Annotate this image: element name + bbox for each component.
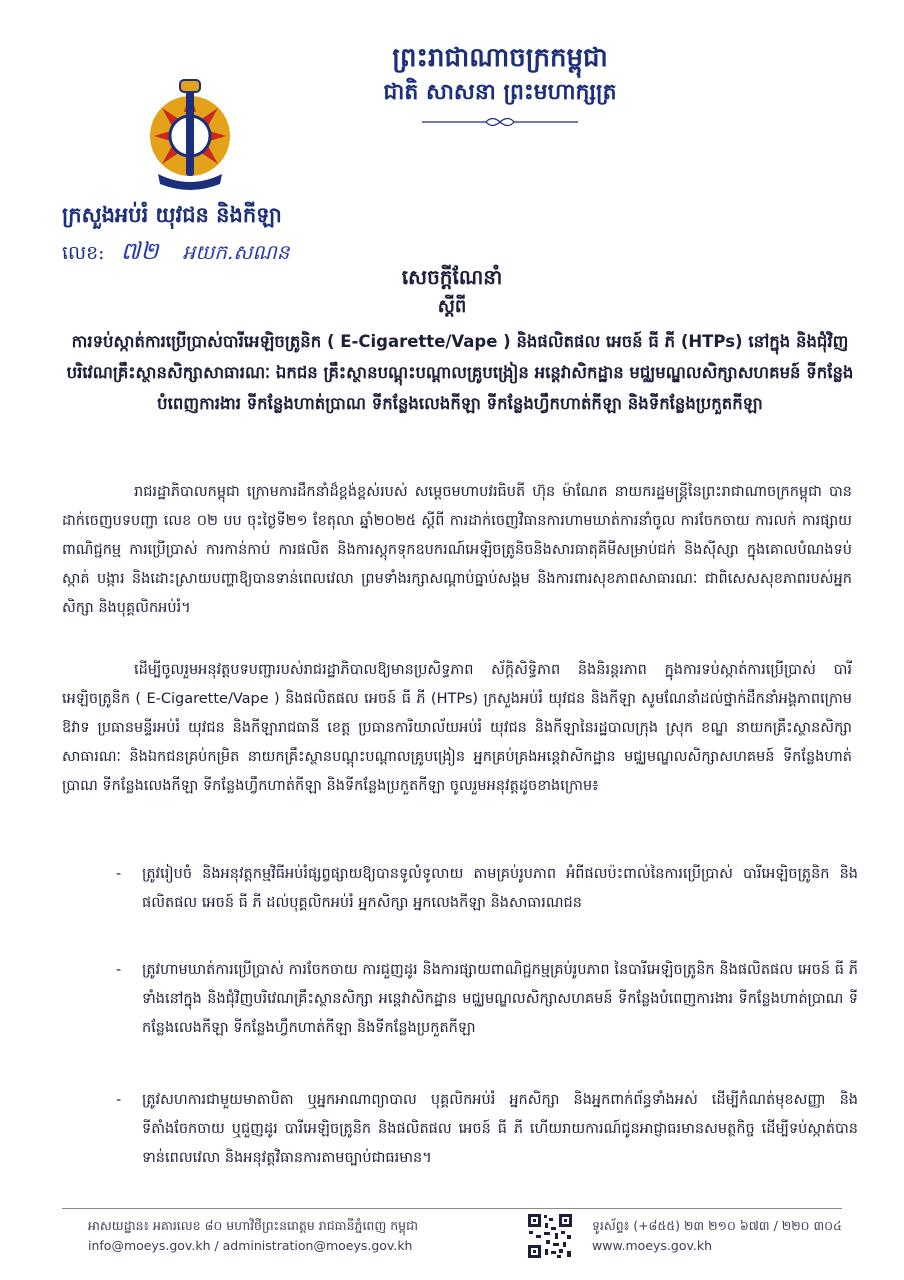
list-item-text: ត្រូវសហការជាមួយមាតាបិតា ឬអ្នកអាណាព្យាបាល បុគ្គលិកអប់រំ អ្នកសិក្សា និងអ្នកពាក់ព័ន្ធទាំងអស់ ដើម្បីកំណត់មុខសញ្ញា និងទីតាំងចែកចាយ ឬជួញដូរ បារីអេឡិចត្រូនិក និងផលិតផល អេចន៍ ធី ភី ហើយរាយការណ៍ជូនអាជ្ញាធរមានសមត្ថកិច្ច ដើម្បីទប់ស្កាត់បានទាន់ពេលវេលា និងអនុវត្តវិធានការតាមច្បាប់ជាធរមាន។ [142, 1092, 858, 1166]
list-item [116, 956, 858, 1080]
bullet-dash: - [116, 1092, 122, 1108]
number-code: អយក.សណន [182, 240, 290, 264]
document-subject: ការទប់ស្កាត់ការប្រើប្រាស់បារីអេឡិចត្រូនិក ( E-Cigarette/Vape ) និងផលិតផល អេចន៍ ធី ភី (HTPs) នៅក្នុង និងជុំវិញបរិវេណគ្រឹះស្ថានសិក្សាសាធារណៈ ឯកជន គ្រឹះស្ថានបណ្តុះបណ្តាលគ្រូបង្រៀន អន្តេវាសិកដ្ឋាន មជ្ឈមណ្ឌលសិក្សាសហគមន៍ ទីកន្លែងបំពេញការងារ ទីកន្លែងហាត់ប្រាណ ទីកន្លែងលេងកីឡា ទីកន្លែងហ្វឹកហាត់កីឡា និងទីកន្លែងប្រកួតកីឡា [66, 332, 854, 413]
number-value: ៧២ [120, 237, 159, 265]
paragraph-2: ដើម្បីចូលរួមអនុវត្តបទបញ្ជារបស់រាជរដ្ឋាភិបាលឱ្យមានប្រសិទ្ធភាព ស័ក្តិសិទ្ធិភាព និងនិរន្តរភាព ក្នុងការទប់ស្កាត់ការប្រើប្រាស់ បារីអេឡិចត្រូនិក ( E-Cigarette/Vape ) និងផលិតផល អេចន៍ ធី ភី (HTPs) ក្រសួងអប់រំ យុវជន និងកីឡា សូមណែនាំដល់ថ្នាក់ដឹកនាំអង្គភាពក្រោមឱវាទ ប្រធានមន្ទីរអប់រំ យុវជន និងកីឡារាជធានី ខេត្ត ប្រធានការិយាល័យអប់រំ យុវជន និងកីឡានៃរដ្ឋបាលក្រុង ស្រុក ខណ្ឌ នាយកគ្រឹះស្ថានសិក្សាសាធារណៈ និងឯកជនគ្រប់កម្រិត នាយកគ្រឹះស្ថានបណ្តុះបណ្តាលគ្រូបង្រៀន អ្នកគ្រប់គ្រងអន្តេវាសិកដ្ឋាន មជ្ឈមណ្ឌលសិក្សាសហគមន៍ ទីកន្លែងហាត់ប្រាណ ទីកន្លែងលេងកីឡា ទីកន្លែងហ្វឹកហាត់កីឡា និងទីកន្លែងប្រកួតកីឡា ចូលរួមអនុវត្តដូចខាងក្រោម៖ [62, 662, 852, 794]
footer-website[interactable]: www.moeys.gov.kh [592, 1238, 713, 1253]
list-item [116, 860, 858, 950]
bullet-dash: - [116, 962, 122, 978]
paragraph-1: រាជរដ្ឋាភិបាលកម្ពុជា ក្រោមការដឹកនាំដ៏ខ្ពង់ខ្ពស់របស់ សម្តេចមហាបវរធិបតី ហ៊ុន ម៉ាណែត នាយករដ្ឋមន្ត្រីនៃព្រះរាជាណាចក្រកម្ពុជា បានដាក់ចេញបទបញ្ជា លេខ ០២ បប ចុះថ្ងៃទី២១ ខែតុលា ឆ្នាំ២០២៥ ស្តីពី ការដាក់ចេញវិធានការហាមឃាត់ការនាំចូល ការចែកចាយ ការលក់ ការផ្សាយពាណិជ្ជកម្ម ការប្រើប្រាស់ ការកាន់កាប់ ការផលិត និងការស្តុកទុកឧបករណ៍អេឡិចត្រូនិចនិងសារធាតុគីមីសម្រាប់ជក់ និងស៊ីស្សា ក្នុងគោលបំណងទប់ស្កាត់ បង្ការ និងដោះស្រាយបញ្ហាឱ្យបានទាន់ពេលវេលា ព្រមទាំងរក្សាសណ្តាប់ធ្នាប់សង្គម និងការពារសុខភាពសាធារណៈ ជាពិសេសសុខភាពរបស់អ្នកសិក្សា និងបុគ្គលិកអប់រំ។ [62, 484, 852, 616]
ministry-emblem-icon [140, 78, 240, 196]
footer-phone: ទូរស័ព្ទ៖ (+៨៥៥) ២៣ ២១០ ៦៧៣ / ២២០ ៣០៤ [592, 1218, 842, 1233]
qr-code-icon [527, 1213, 573, 1259]
footer-divider [62, 1208, 842, 1209]
list-item-text: ត្រូវរៀបចំ និងអនុវត្តកម្មវិធីអប់រំផ្សព្វផ្សាយឱ្យបានទូលំទូលាយ តាមគ្រប់រូបភាព អំពីផលប៉ះពាល់នៃការប្រើប្រាស់ បារីអេឡិចត្រូនិក និងផលិតផល អេចន៍ ធី ភី ដល់បុគ្គលិកអប់រំ អ្នកសិក្សា អ្នកលេងកីឡា និងសាធារណជន [142, 866, 858, 911]
footer-address: អាសយដ្ឋាន៖ អគារលេខ ៨០ មហាវិថីព្រះនរោត្តម រាជធានីភ្នំពេញ កម្ពុជា [88, 1218, 418, 1233]
document-about: ស្តីពី [437, 296, 467, 317]
ministry-name: ក្រសួងអប់រំ យុវជន និងកីឡា [62, 202, 282, 227]
number-label: លេខ: [62, 242, 105, 264]
list-item [116, 1086, 858, 1210]
kingdom-header [300, 40, 700, 108]
instruction-list [116, 860, 858, 1216]
bullet-dash: - [116, 866, 122, 882]
footer-emails[interactable]: info@moeys.gov.kh / administration@moeys.gov.kh [88, 1238, 413, 1253]
list-item-text: ត្រូវហាមឃាត់ការប្រើប្រាស់ ការចែកចាយ ការជួញដូរ និងការផ្សាយពាណិជ្ជកម្មគ្រប់រូបភាព នៃបារីអេឡិចត្រូនិក និងផលិតផល អេចន៍ ធី ភី ទាំងនៅក្នុង និងជុំវិញបរិវេណគ្រឹះស្ថានសិក្សា អន្តេវាសិកដ្ឋាន មជ្ឈមណ្ឌលសិក្សាសហគមន៍ ទីកន្លែងបំពេញការងារ ទីកន្លែងហាត់ប្រាណ ទីកន្លែងលេងកីឡា ទីកន្លែងហ្វឹកហាត់កីឡា និងទីកន្លែងប្រកួតកីឡា [142, 962, 858, 1036]
document-type: សេចក្តីណែនាំ [401, 265, 503, 289]
ornament-divider-icon [420, 113, 580, 129]
national-motto: ជាតិ សាសនា ព្រះមហាក្សត្រ [383, 79, 617, 105]
kingdom-name: ព្រះរាជាណាចក្រកម្ពុជា [392, 43, 608, 73]
